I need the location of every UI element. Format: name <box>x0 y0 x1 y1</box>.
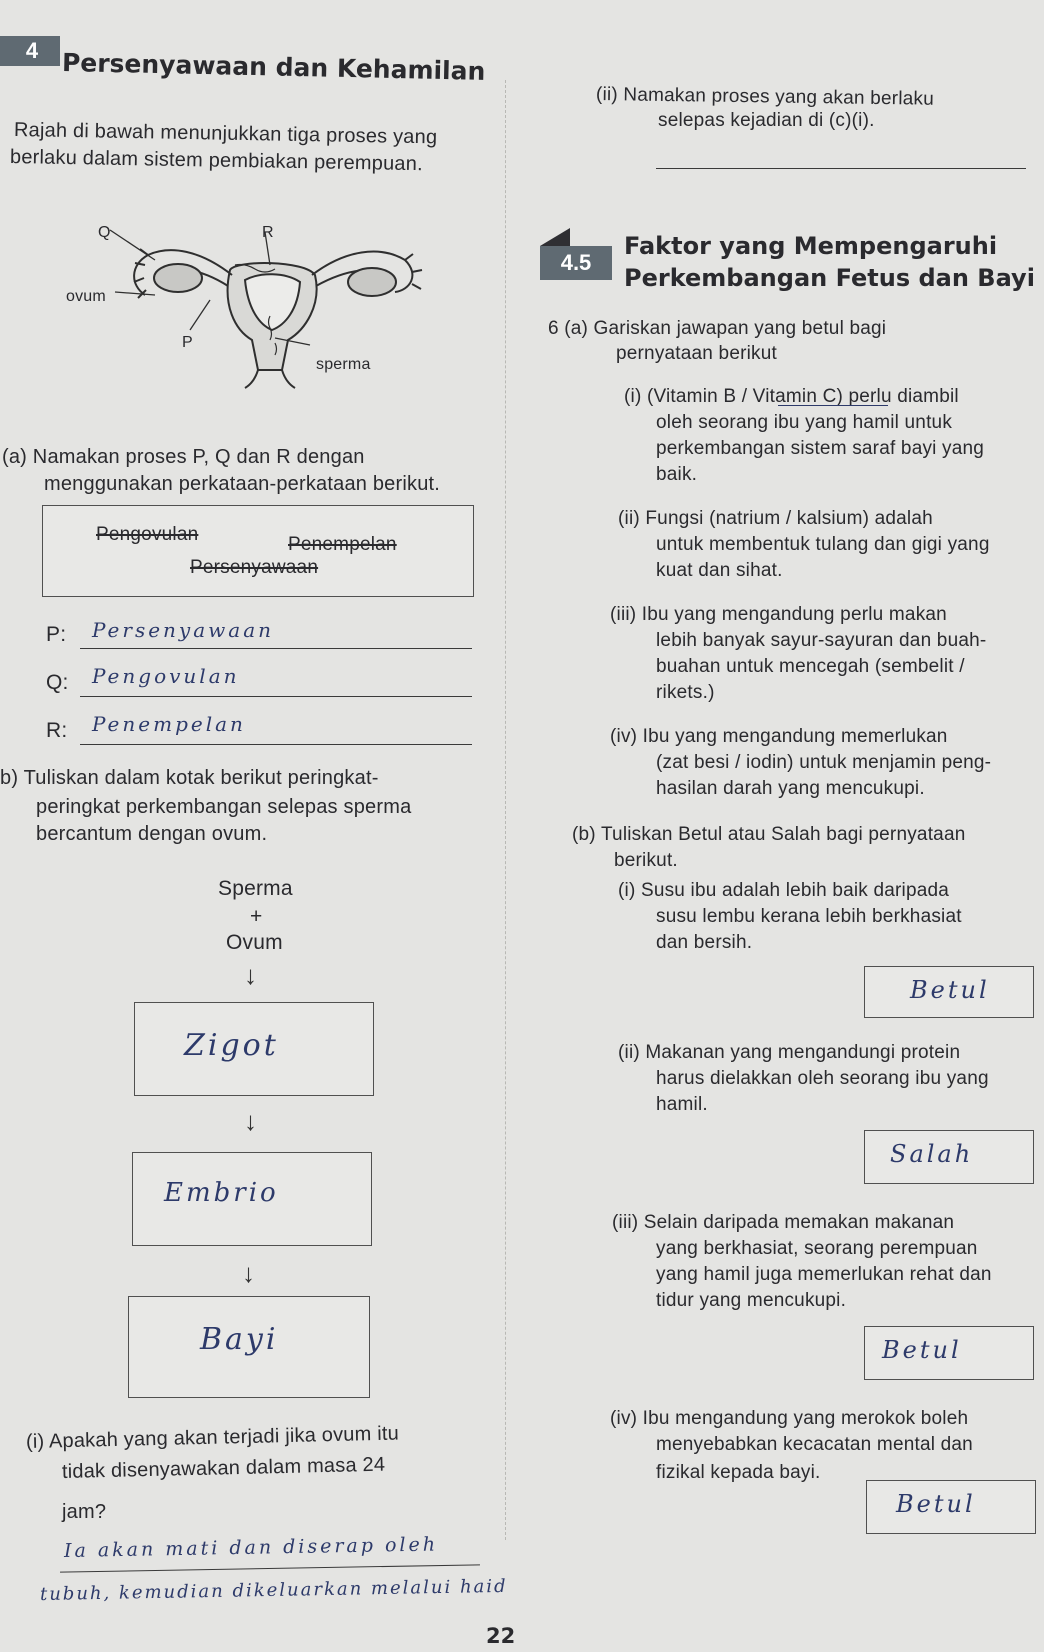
flow-ovum: Ovum <box>226 931 283 954</box>
q6a-iii-line3: buahan untuk mencegah (sembelit / <box>656 656 965 677</box>
q6a-iii-line4: rikets.) <box>656 682 715 703</box>
question-ci-line1: (i) Apakah yang akan terjadi jika ovum itu <box>25 1422 400 1453</box>
question-b-line3: bercantum dengan ovum. <box>36 823 268 845</box>
q6b-i-line3: dan bersih. <box>656 932 753 953</box>
section-4-5-badge: 4.5 <box>540 246 612 280</box>
word-bank-pengovulan: Pengovulan <box>96 524 199 545</box>
section-number-badge: 4 <box>0 36 60 66</box>
question-6b-line1: (b) Tuliskan Betul atau Salah bagi pernyataan <box>572 824 966 845</box>
q6a-i-line4: baik. <box>656 464 698 485</box>
stage-answer-embrio: Embrio <box>164 1178 279 1208</box>
diagram-label-sperma: sperma <box>316 356 371 373</box>
diagram-label-ovum: ovum <box>66 288 106 305</box>
page-number: 22 <box>486 1624 516 1648</box>
q6a-i-answer-underline <box>778 405 888 406</box>
answer-ci-line1: Ia akan mati dan diserap oleh <box>63 1533 439 1562</box>
q6a-i-line2: oleh seorang ibu yang hamil untuk <box>656 412 953 433</box>
answer-q-text: Pengovulan <box>92 664 240 688</box>
flow-arrow-3: ↓ <box>242 1258 255 1288</box>
answer-ci-underline <box>60 1564 480 1572</box>
intro-text-line2: berlaku dalam sistem pembiakan perempuan. <box>9 146 423 176</box>
flow-arrow-1: ↓ <box>244 960 257 990</box>
stage-answer-zigot: Zigot <box>184 1028 279 1063</box>
column-divider <box>505 80 506 1540</box>
section-title: Persenyawaan dan Kehamilan <box>61 48 486 86</box>
answer-r-label: R: <box>46 719 68 742</box>
answer-q-label: Q: <box>46 671 69 694</box>
question-a-line2: menggunakan perkataan-perkataan berikut. <box>44 473 441 495</box>
q6a-iv-line1: (iv) Ibu yang mengandung memerlukan <box>610 726 948 747</box>
q6b-ii-answer: Salah <box>890 1140 974 1168</box>
answer-r-text: Penempelan <box>92 712 246 736</box>
female-reproductive-system-diagram <box>60 220 440 390</box>
question-b-line2: peringkat perkembangan selepas sperma <box>36 796 412 818</box>
word-bank-penempelan: Penempelan <box>288 534 397 555</box>
q6b-i-line1: (i) Susu ibu adalah lebih baik daripada <box>618 880 950 901</box>
question-6b-line2: berikut. <box>614 850 678 871</box>
flow-arrow-2: ↓ <box>244 1106 257 1136</box>
q6b-iv-line2: menyebabkan kecacatan mental dan <box>656 1434 973 1455</box>
section-4-5-title-line1: Faktor yang Mempengaruhi <box>624 232 998 260</box>
answer-r-line <box>80 744 472 745</box>
answer-p-text: Persenyawaan <box>92 618 275 642</box>
answer-ci-line2: tubuh, kemudian dikeluarkan melalui haid <box>39 1575 508 1605</box>
q6a-ii-line3: kuat dan sihat. <box>656 560 783 581</box>
q6a-iv-line2: (zat besi / iodin) untuk menjamin peng- <box>656 752 992 773</box>
q6b-iv-answer: Betul <box>896 1490 976 1518</box>
answer-cii-line <box>656 168 1026 169</box>
word-bank-box <box>42 505 474 597</box>
diagram-label-r: R <box>262 224 274 241</box>
q6a-iii-line1: (iii) Ibu yang mengandung perlu makan <box>610 604 947 625</box>
answer-p-line <box>80 648 472 649</box>
q6b-iii-line1: (iii) Selain daripada memakan makanan <box>612 1212 955 1233</box>
flow-plus: + <box>250 905 263 928</box>
answer-q-line <box>80 696 472 697</box>
question-ci-line3: jam? <box>62 1501 107 1523</box>
q6a-ii-line2: untuk membentuk tulang dan gigi yang <box>656 534 990 555</box>
diagram-label-p: P <box>182 334 193 351</box>
section-4-5-title-line2: Perkembangan Fetus dan Bayi <box>624 264 1035 292</box>
q6b-ii-line1: (ii) Makanan yang mengandungi protein <box>618 1042 961 1063</box>
q6a-iii-line2: lebih banyak sayur-sayuran dan buah- <box>656 630 987 651</box>
q6b-iii-line4: tidur yang mencukupi. <box>656 1290 847 1311</box>
question-6a-line1: 6 (a) Gariskan jawapan yang betul bagi <box>548 318 887 339</box>
question-cii-line2: selepas kejadian di (c)(i). <box>658 110 875 131</box>
intro-text-line1: Rajah di bawah menunjukkan tiga proses yang <box>13 119 438 149</box>
flow-sperma: Sperma <box>218 877 293 900</box>
q6b-i-answer: Betul <box>910 976 990 1004</box>
q6a-i-line1: (i) (Vitamin B / Vitamin C) perlu diambil <box>624 386 959 407</box>
stage-answer-bayi: Bayi <box>200 1322 279 1357</box>
q6b-ii-line3: hamil. <box>656 1094 708 1115</box>
question-a-line1: (a) Namakan proses P, Q dan R dengan <box>2 446 365 468</box>
q6b-iii-line3: yang hamil juga memerlukan rehat dan <box>656 1264 992 1285</box>
question-ci-line2: tidak disenyawakan dalam masa 24 <box>61 1453 386 1483</box>
q6a-iv-line3: hasilan darah yang mencukupi. <box>656 778 925 799</box>
q6a-i-line3: perkembangan sistem saraf bayi yang <box>656 438 985 459</box>
q6b-ii-line2: harus dielakkan oleh seorang ibu yang <box>656 1068 989 1089</box>
diagram-label-q: Q <box>98 224 111 241</box>
q6b-iii-answer: Betul <box>882 1336 962 1364</box>
answer-p-label: P: <box>46 623 67 646</box>
q6b-i-line2: susu lembu kerana lebih berkhasiat <box>656 906 962 927</box>
question-cii-line1: (ii) Namakan proses yang akan berlaku <box>595 84 935 110</box>
q6b-iii-line2: yang berkhasiat, seorang perempuan <box>656 1238 978 1259</box>
question-6a-line2: pernyataan berikut <box>616 343 777 364</box>
q6b-iv-line1: (iv) Ibu mengandung yang merokok boleh <box>610 1408 969 1429</box>
q6a-ii-line1: (ii) Fungsi (natrium / kalsium) adalah <box>618 508 933 529</box>
q6b-iv-line3: fizikal kepada bayi. <box>656 1462 821 1483</box>
question-b-line1: b) Tuliskan dalam kotak berikut peringkat- <box>0 767 379 789</box>
word-bank-persenyawaan: Persenyawaan <box>190 557 319 578</box>
